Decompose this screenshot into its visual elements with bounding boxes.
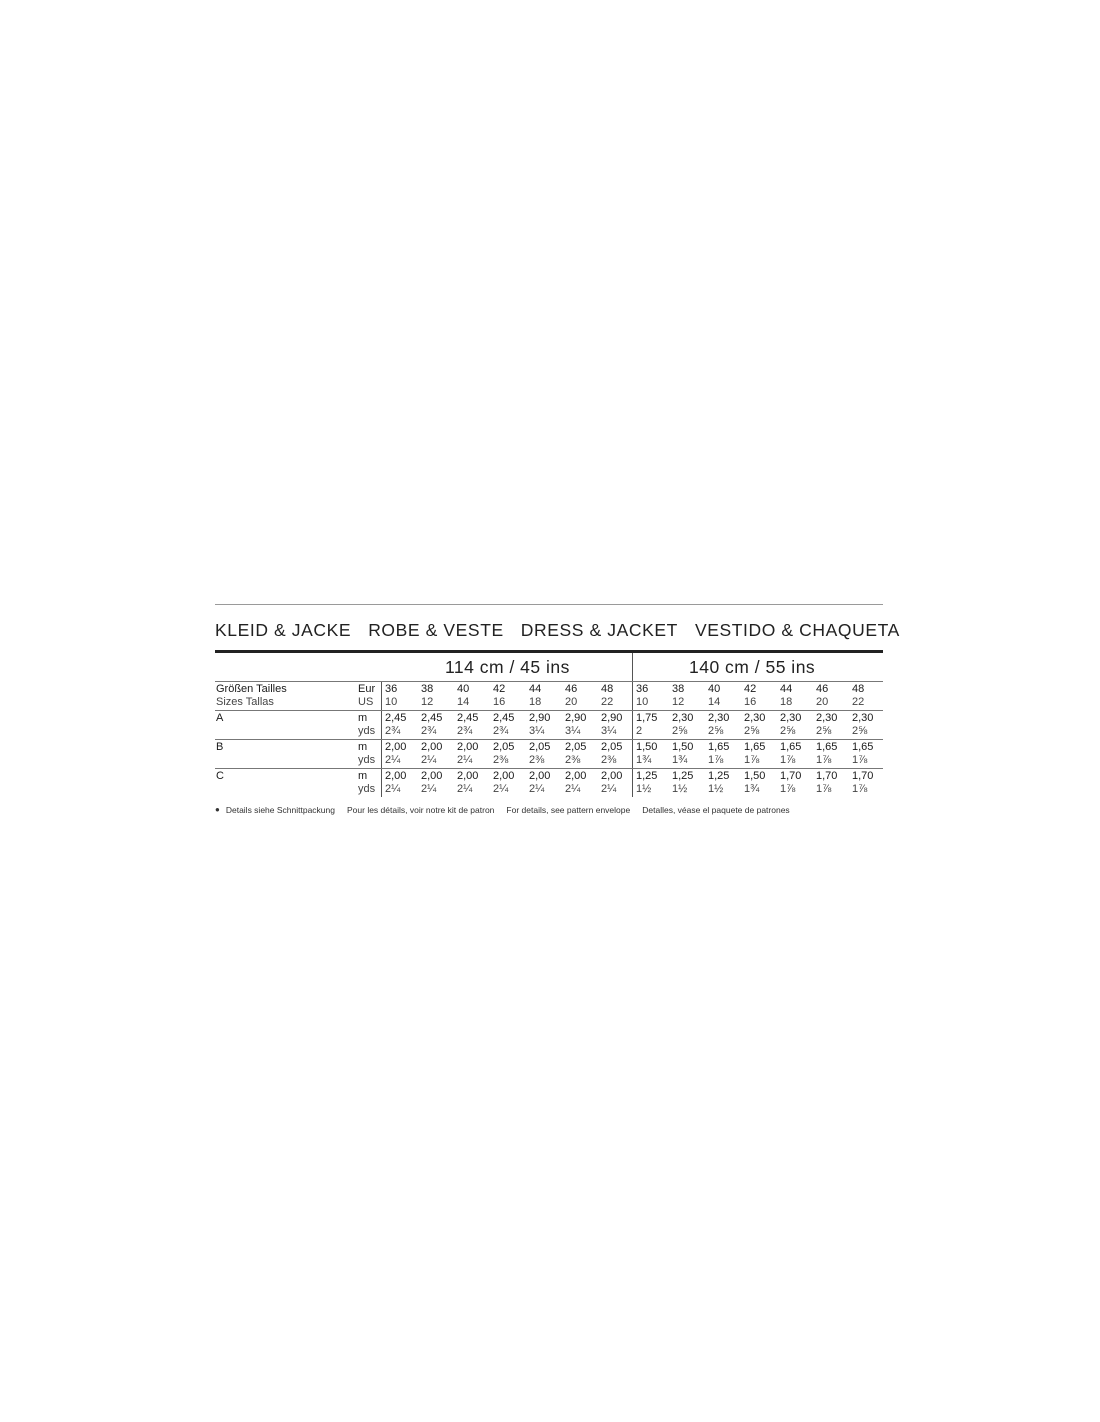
size-us-cell: 16 [744,696,757,708]
size-us-cell: 14 [708,696,721,708]
yard-cell: 1¾ [672,754,688,766]
meter-cell: 2,45 [457,712,479,724]
meter-cell: 2,00 [457,770,479,782]
unit-m: m [358,770,368,782]
size-eur-cell: 36 [636,683,649,695]
size-us-cell: 22 [601,696,614,708]
footnote [215,805,883,815]
unit-us: US [358,696,374,708]
yard-cell: 2⅝ [744,725,760,737]
size-eur-cell: 38 [421,683,434,695]
meter-cell: 2,00 [601,770,623,782]
yard-cell: 2⅜ [529,754,545,766]
unit-yds: yds [358,754,376,766]
unit-yds: yds [358,725,376,737]
yard-cell: 3¼ [565,725,581,737]
yard-cell: 1⅞ [744,754,760,766]
size-us-cell: 18 [529,696,542,708]
size-us-cell: 10 [385,696,398,708]
size-eur-cell: 48 [601,683,614,695]
meter-cell: 2,30 [672,712,694,724]
meter-cell: 2,00 [457,741,479,753]
meter-cell: 2,00 [493,770,515,782]
view-row-b [215,739,883,768]
yardage-chart [215,604,900,815]
yard-cell: 2¾ [421,725,437,737]
yard-cell: 1⅞ [852,754,868,766]
size-eur-cell: 42 [493,683,506,695]
size-us-cell: 12 [421,696,434,708]
yard-cell: 2⅝ [816,725,832,737]
garment-titles [215,620,900,641]
yard-cell: 2¼ [601,783,617,795]
fabric-divider [632,653,633,681]
size-eur-cell: 44 [780,683,793,695]
size-us-cell: 12 [672,696,685,708]
meter-cell: 2,05 [529,741,551,753]
yard-cell: 2¼ [529,783,545,795]
meter-cell: 2,00 [385,741,407,753]
yard-cell: 2 [636,725,643,737]
meter-cell: 1,65 [852,741,874,753]
yard-cell: 2¾ [493,725,509,737]
meter-cell: 1,65 [780,741,802,753]
yard-cell: 2¼ [565,783,581,795]
meter-cell: 2,30 [816,712,838,724]
unit-eur: Eur [358,683,376,695]
yard-cell: 1¾ [744,783,760,795]
yard-cell: 2¾ [385,725,401,737]
meter-cell: 2,90 [565,712,587,724]
size-us-cell: 10 [636,696,649,708]
meter-cell: 2,30 [780,712,802,724]
yard-cell: 1⅞ [708,754,724,766]
unit-yds: yds [358,783,376,795]
size-label-2: Sizes Tallas [216,696,274,708]
size-eur-cell: 44 [529,683,542,695]
title-german: KLEID & JACKE [215,620,352,640]
yard-cell: 1⅞ [816,783,832,795]
meter-cell: 2,00 [421,770,443,782]
unit-m: m [358,712,368,724]
yard-cell: 1½ [672,783,688,795]
fabric-width-114: 114 cm / 45 ins [445,657,570,677]
meter-cell: 1,50 [744,770,766,782]
size-row [215,681,883,710]
size-eur-cell: 48 [852,683,865,695]
title-french: ROBE & VESTE [368,620,504,640]
view-label: B [216,741,224,753]
meter-cell: 2,05 [565,741,587,753]
meter-cell: 2,00 [565,770,587,782]
title-spanish: VESTIDO & CHAQUETA [694,620,900,640]
meter-cell: 1,70 [780,770,802,782]
size-label-1: Größen Tailles [216,683,287,695]
meter-cell: 2,30 [852,712,874,724]
meter-cell: 1,65 [816,741,838,753]
size-us-cell: 22 [852,696,865,708]
yard-cell: 2⅝ [672,725,688,737]
size-eur-cell: 46 [565,683,578,695]
yard-cell: 1⅞ [780,783,796,795]
view-label: C [216,770,224,782]
size-us-cell: 20 [816,696,829,708]
yard-cell: 2¼ [493,783,509,795]
yard-cell: 2¼ [457,754,473,766]
yard-cell: 1⅞ [852,783,868,795]
yard-cell: 2⅜ [565,754,581,766]
meter-cell: 2,05 [601,741,623,753]
yard-cell: 2¾ [457,725,473,737]
meter-cell: 1,70 [852,770,874,782]
footnote-spanish: Detalles, véase el paquete de patrones [642,805,790,815]
yard-cell: 2⅝ [780,725,796,737]
meter-cell: 1,65 [744,741,766,753]
meter-cell: 2,45 [385,712,407,724]
size-eur-cell: 40 [708,683,721,695]
meter-cell: 2,00 [529,770,551,782]
yard-cell: 1½ [636,783,652,795]
view-row-c [215,768,883,797]
yard-cell: 3¼ [601,725,617,737]
meter-cell: 2,90 [529,712,551,724]
meter-cell: 1,75 [636,712,658,724]
yard-cell: 2⅝ [852,725,868,737]
view-label: A [216,712,224,724]
footnote-german: Details siehe Schnittpackung [225,805,335,815]
meter-cell: 1,70 [816,770,838,782]
yard-cell: 2¼ [421,754,437,766]
fabric-width-140: 140 cm / 55 ins [689,657,816,677]
yard-cell: 1½ [708,783,724,795]
yard-cell: 2⅜ [601,754,617,766]
footnote-french: Pour les détails, voir notre kit de patron [347,805,495,815]
meter-cell: 2,45 [421,712,443,724]
unit-m: m [358,741,368,753]
bullet-icon: ● [215,805,220,814]
footnote-english: For details, see pattern envelope [506,805,631,815]
meter-cell: 1,50 [672,741,694,753]
meter-cell: 2,00 [385,770,407,782]
meter-cell: 2,45 [493,712,515,724]
yard-cell: 2⅜ [493,754,509,766]
fabric-width-header [215,653,883,681]
size-eur-cell: 38 [672,683,685,695]
size-eur-cell: 40 [457,683,470,695]
size-eur-cell: 46 [816,683,829,695]
meter-cell: 2,05 [493,741,515,753]
meter-cell: 1,65 [708,741,730,753]
yard-cell: 2¼ [385,783,401,795]
meter-cell: 2,30 [708,712,730,724]
yard-cell: 3¼ [529,725,545,737]
yard-cell: 2⅝ [708,725,724,737]
size-eur-cell: 36 [385,683,398,695]
yard-cell: 1¾ [636,754,652,766]
meter-cell: 1,25 [708,770,730,782]
meter-cell: 2,00 [421,741,443,753]
yard-cell: 2¼ [385,754,401,766]
title-english: DRESS & JACKET [520,620,678,640]
size-us-cell: 20 [565,696,578,708]
yard-cell: 1⅞ [780,754,796,766]
yardage-table [215,681,883,797]
yard-cell: 1⅞ [816,754,832,766]
meter-cell: 1,25 [636,770,658,782]
meter-cell: 2,30 [744,712,766,724]
size-us-cell: 14 [457,696,470,708]
meter-cell: 1,25 [672,770,694,782]
yard-cell: 2¼ [457,783,473,795]
size-eur-cell: 42 [744,683,757,695]
size-us-cell: 16 [493,696,506,708]
meter-cell: 2,90 [601,712,623,724]
top-divider [215,604,883,605]
size-us-cell: 18 [780,696,793,708]
view-row-a [215,710,883,739]
meter-cell: 1,50 [636,741,658,753]
yard-cell: 2¼ [421,783,437,795]
